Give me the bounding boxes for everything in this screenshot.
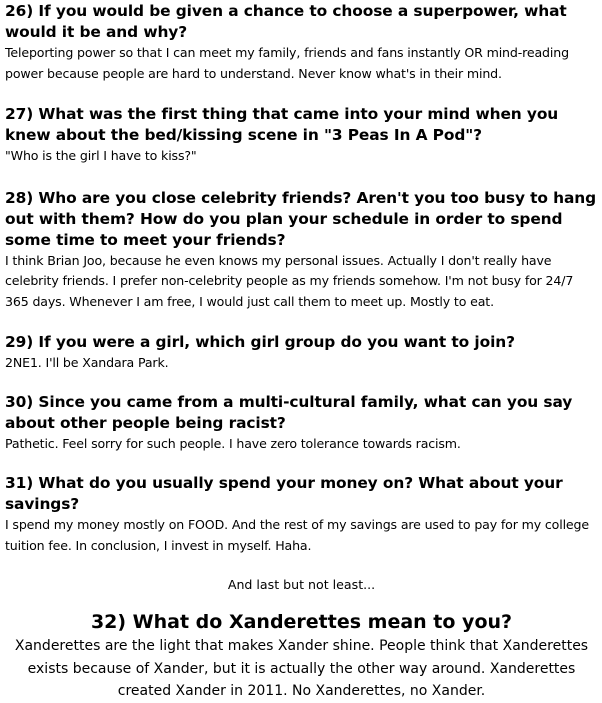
- answer-26: Teleporting power so that I can meet my family, friends and fans instantly OR mind-reading power because people are hard to understand. Never know what's in their mind.: [5, 45, 569, 81]
- qa-item-28: [5, 188, 598, 313]
- question-26: 26) If you would be given a chance to choose a superpower, what would it be and why?: [5, 2, 567, 41]
- qa-item-27: [5, 104, 598, 167]
- question-30: 30) Since you came from a multi-cultural family, what can you say about other people being racist?: [5, 392, 573, 432]
- answer-27: "Who is the girl I have to kiss?": [5, 148, 197, 163]
- final-qa-item: [5, 609, 598, 703]
- question-28: 28) Who are you close celebrity friends? Aren't you too busy to hang out with them? How do you plan your schedule in order to spend some time to meet your friends?: [5, 188, 597, 249]
- answer-30: Pathetic. Feel sorry for such people. I have zero tolerance towards racism.: [5, 435, 461, 451]
- qa-item-30: [5, 392, 598, 455]
- final-question: 32) What do Xanderettes mean to you?: [90, 611, 513, 633]
- qa-item-29: [5, 332, 598, 374]
- transition-text: And last but not least...: [227, 577, 376, 592]
- final-answer: Xanderettes are the light that makes Xander shine. People think that Xanderettes exists because of Xander, but it is actually the other way around. Xanderettes created Xander in 2011. No Xanderettes, no Xander.: [14, 638, 589, 699]
- question-31: 31) What do you usually spend your money on? What about your savings?: [5, 474, 563, 513]
- question-27: 27) What was the first thing that came into your mind when you knew about the bed/kissing scene in "3 Peas In A Pod"?: [5, 105, 559, 144]
- answer-29: 2NE1. I'll be Xandara Park.: [5, 355, 169, 370]
- answer-28: I think Brian Joo, because he even knows my personal issues. Actually I don't really have celebrity friends. I prefer non-celebrity people as my friends somehow. I'm not busy for 24/7 365 days. Whenever I am free, I would just call them to meet up. Mostly to eat.: [5, 252, 574, 309]
- qa-item-31: [5, 473, 598, 556]
- answer-31: I spend my money mostly on FOOD. And the rest of my savings are used to pay for my college tuition fee. In conclusion, I invest in myself. Haha.: [5, 517, 589, 553]
- question-29: 29) If you were a girl, which girl group do you want to join?: [5, 333, 515, 351]
- qa-item-26: [5, 1, 598, 84]
